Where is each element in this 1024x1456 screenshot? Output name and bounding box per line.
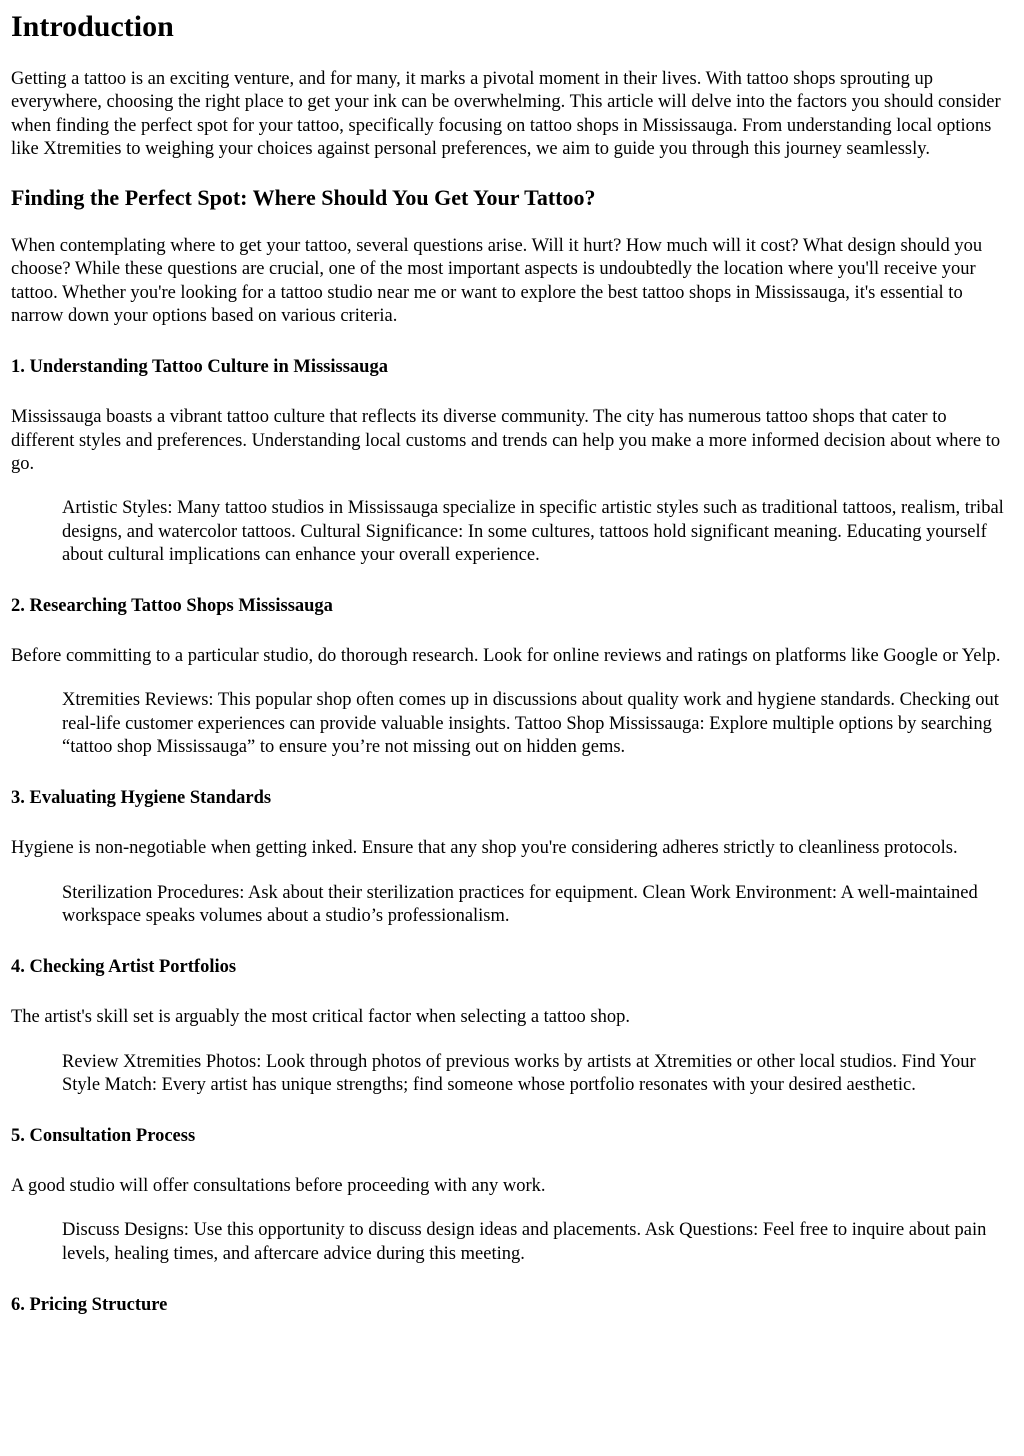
section-5-heading: 5. Consultation Process xyxy=(11,1126,196,1147)
section-1-quote: Artistic Styles: Many tattoo studios in Mississauga specialize in specific artistic styles such as traditional tattoos, realism, tribal designs, and watercolor tattoos. Cultural Significance: In some cultures, tattoos hold significant meaning. Educating yourself about cultural implications can enhance your overall experience. xyxy=(62,498,1004,565)
section-2-paragraph: Before committing to a particular studio, do thorough research. Look for online reviews and ratings on platforms like Google or Yelp. xyxy=(11,646,1001,667)
section-2-quote: Xtremities Reviews: This popular shop often comes up in discussions about quality work and hygiene standards. Checking out real-life customer experiences can provide valuable insights. Tattoo Shop Mississauga: Explore multiple options by searching “tattoo shop Mississauga” to ensure you’re not missing out on hidden gems. xyxy=(62,690,999,758)
section-1-heading: 1. Understanding Tattoo Culture in Mississauga xyxy=(11,357,388,378)
intro-paragraph: Getting a tattoo is an exciting venture, and for many, it marks a pivotal moment in their lives. With tattoo shops sprouting up everywhere, choosing the right place to get your ink can be overwhelming. This article will delve into the factors you should consider when finding the perfect spot for your tattoo, specifically focusing on tattoo shops in Mississauga. From understanding local options like Xtremities to weighing your choices against personal preferences, we aim to guide you through this journey seamlessly. xyxy=(11,69,1001,159)
section-4-paragraph: The artist's skill set is arguably the most critical factor when selecting a tattoo shop. xyxy=(11,1007,630,1028)
section-3-heading: 3. Evaluating Hygiene Standards xyxy=(11,788,272,809)
section-4-heading: 4. Checking Artist Portfolios xyxy=(11,957,237,978)
section-3-quote: Sterilization Procedures: Ask about their sterilization practices for equipment. Clean Work Environment: A well-maintained workspace speaks volumes about a studio’s professionalism. xyxy=(62,882,978,926)
article xyxy=(0,10,1024,1316)
main-paragraph: When contemplating where to get your tattoo, several questions arise. Will it hurt? How much will it cost? What design should you choose? While these questions are crucial, one of the most important aspects is undoubtedly the location where you'll receive your tattoo. Whether you're looking for a tattoo studio near me or want to explore the best tattoo shops in Mississauga, it's essential to narrow down your options based on various criteria. xyxy=(11,236,983,327)
main-heading: Finding the Perfect Spot: Where Should You Get Your Tattoo? xyxy=(11,185,596,211)
section-6-heading: 6. Pricing Structure xyxy=(11,1295,168,1316)
section-2-heading: 2. Researching Tattoo Shops Mississauga xyxy=(11,596,333,617)
section-5-quote: Discuss Designs: Use this opportunity to discuss design ideas and placements. Ask Questions: Feel free to inquire about pain levels, healing times, and aftercare advice during this meeting. xyxy=(62,1220,987,1264)
section-5-paragraph: A good studio will offer consultations before proceeding with any work. xyxy=(11,1176,546,1197)
section-4-quote: Review Xtremities Photos: Look through photos of previous works by artists at Xtremities or other local studios. Find Your Style Match: Every artist has unique strengths; find someone whose portfolio resonates with your desired aesthetic. xyxy=(62,1051,976,1095)
section-1-paragraph: Mississauga boasts a vibrant tattoo culture that reflects its diverse community. The city has numerous tattoo shops that cater to different styles and preferences. Understanding local customs and trends can help you make a more informed decision about where to go. xyxy=(11,407,1001,474)
section-3-paragraph: Hygiene is non-negotiable when getting inked. Ensure that any shop you're considering adheres strictly to cleanliness protocols. xyxy=(11,838,958,859)
intro-heading: Introduction xyxy=(11,10,174,43)
